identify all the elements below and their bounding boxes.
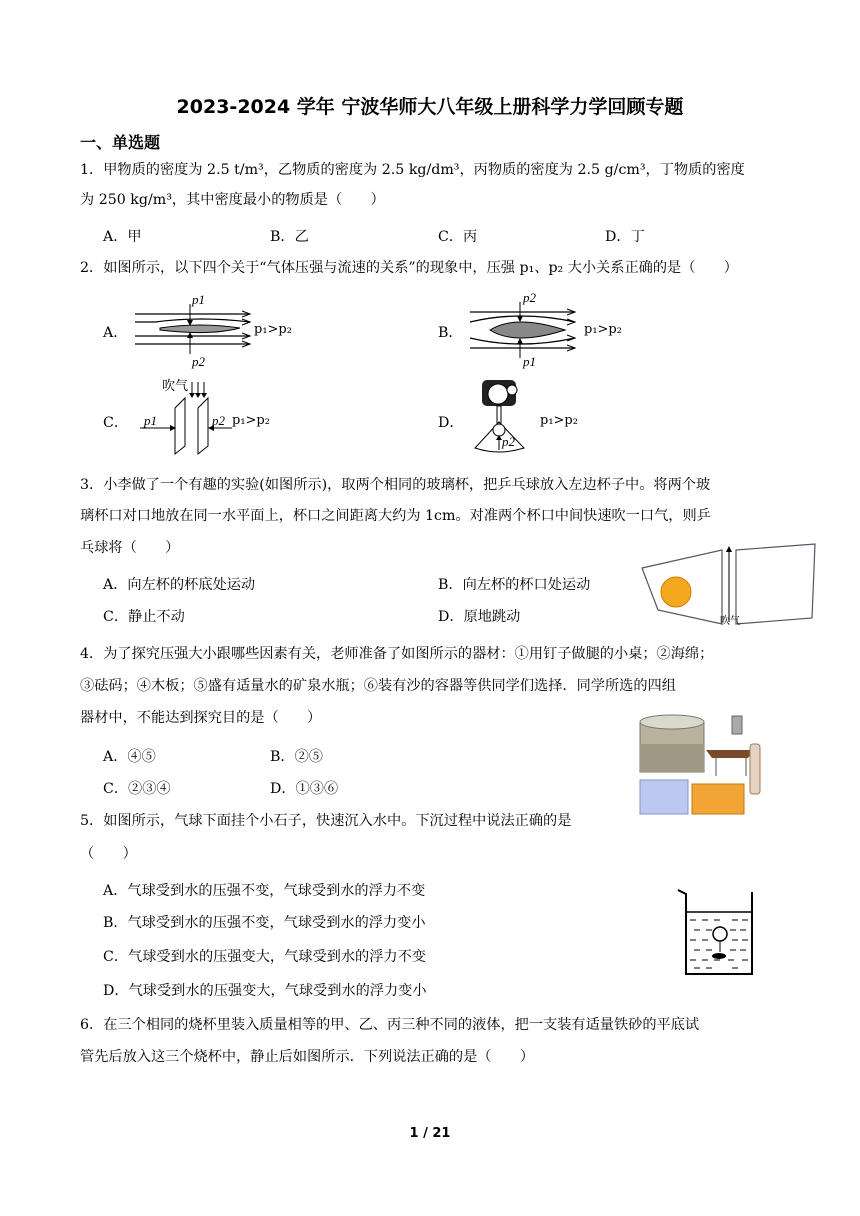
q3-option-c: C．静止不动 [103,609,185,625]
q1-option-b: B．乙 [270,229,309,245]
q5-option-c: C．气球受到水的压强变大，气球受到水的浮力不变 [103,949,426,965]
q2-option-b: B． [438,325,463,341]
q5-stem-line2: （ ） [80,846,137,862]
q6-stem-line2: 管先后放入这三个烧杯中，静止后如图所示．下列说法正确的是（ ） [80,1049,535,1065]
q2-b-p2-label: p2 [523,290,536,305]
q2-stem: 2．如图所示，以下四个关于“气体压强与流速的关系”的现象中，压强 p₁、p₂ 大小关系正确的是（ ） [80,260,738,276]
q4-option-c: C．②③④ [103,781,171,797]
q3-option-a: A．向左杯的杯底处运动 [103,577,256,593]
q2-c-relation: p₁>p₂ [232,413,270,428]
q1-stem-line1: 1．甲物质的密度为 2.5 t/m³，乙物质的密度为 2.5 kg/dm³，丙物质的密度为 2.5 g/cm³，丁物质的密度 [80,162,745,178]
q2-b-p1-label: p1 [523,354,536,369]
q3-blow-label: 吹气 [720,616,740,627]
q2-d-p2-label: p2 [502,434,515,449]
q1-option-d: D．丁 [605,229,645,245]
q2-figure-a [130,292,260,368]
q2-c-blow-label: 吹气 [162,378,189,393]
q2-a-p2-label: p2 [192,354,205,369]
q5-option-d: D．气球受到水的压强变大，气球受到水的浮力变小 [103,983,427,999]
q4-stem-line2: ③砝码；④木板；⑤盛有适量水的矿泉水瓶；⑥装有沙的容器等供同学们选择．同学所选的四组 [80,678,676,694]
q3-stem-line1: 3．小李做了一个有趣的实验(如图所示)，取两个相同的玻璃杯，把乒乓球放入左边杯子中。将两个玻 [80,477,711,493]
q4-option-b: B．②⑤ [270,749,323,765]
q2-c-p1-label: p1 [144,413,157,428]
q1-option-a: A．甲 [103,229,142,245]
page-number: 1 / 21 [409,1126,451,1141]
q2-option-a: A． [103,325,128,341]
q1-option-c: C．丙 [438,229,478,245]
q1-stem-line2: 为 250 kg/m³，其中密度最小的物质是（ ） [80,192,385,208]
q2-figure-d [470,378,540,458]
q4-option-d: D．①③⑥ [270,781,339,797]
q2-figure-b [465,292,585,368]
q4-figure-apparatus [636,714,764,820]
q2-option-d: D． [438,415,464,431]
q5-stem-line1: 5．如图所示，气球下面挂个小石子，快速沉入水中。下沉过程中说法正确的是 [80,813,572,829]
q3-stem-line3: 乓球将（ ） [80,540,180,556]
q5-option-b: B．气球受到水的压强不变，气球受到水的浮力变小 [103,915,426,931]
q2-a-relation: p₁>p₂ [254,322,292,337]
q4-option-a: A．④⑤ [103,749,156,765]
q5-figure-beaker [676,888,758,978]
q2-d-relation: p₁>p₂ [540,413,578,428]
q3-stem-line2: 璃杯口对口地放在同一水平面上，杯口之间距离大约为 1cm。对准两个杯口中间快速吹一口气，则乒 [80,508,711,524]
q4-stem-line1: 4．为了探究压强大小跟哪些因素有关，老师准备了如图所示的器材：①用钉子做腿的小桌；②海绵； [80,646,714,662]
q3-option-d: D．原地跳动 [438,609,521,625]
q2-option-c: C． [103,415,129,431]
q5-option-a: A．气球受到水的压强不变，气球受到水的浮力不变 [103,883,426,899]
q3-figure-cups [640,540,820,630]
q2-c-p2-label: p2 [212,413,225,428]
q6-stem-line1: 6．在三个相同的烧杯里装入质量相等的甲、乙、丙三种不同的液体，把一支装有适量铁砂的平底试 [80,1017,700,1033]
page-title: 2023-2024 学年 宁波华师大八年级上册科学力学回顾专题 [176,96,684,118]
q2-figure-c [140,378,235,454]
q3-option-b: B．向左杯的杯口处运动 [438,577,591,593]
q2-a-p1-label: p1 [192,292,205,307]
q4-stem-line3: 器材中，不能达到探究目的是（ ） [80,710,322,726]
section-heading: 一、单选题 [80,133,161,152]
q2-b-relation: p₁>p₂ [584,322,622,337]
